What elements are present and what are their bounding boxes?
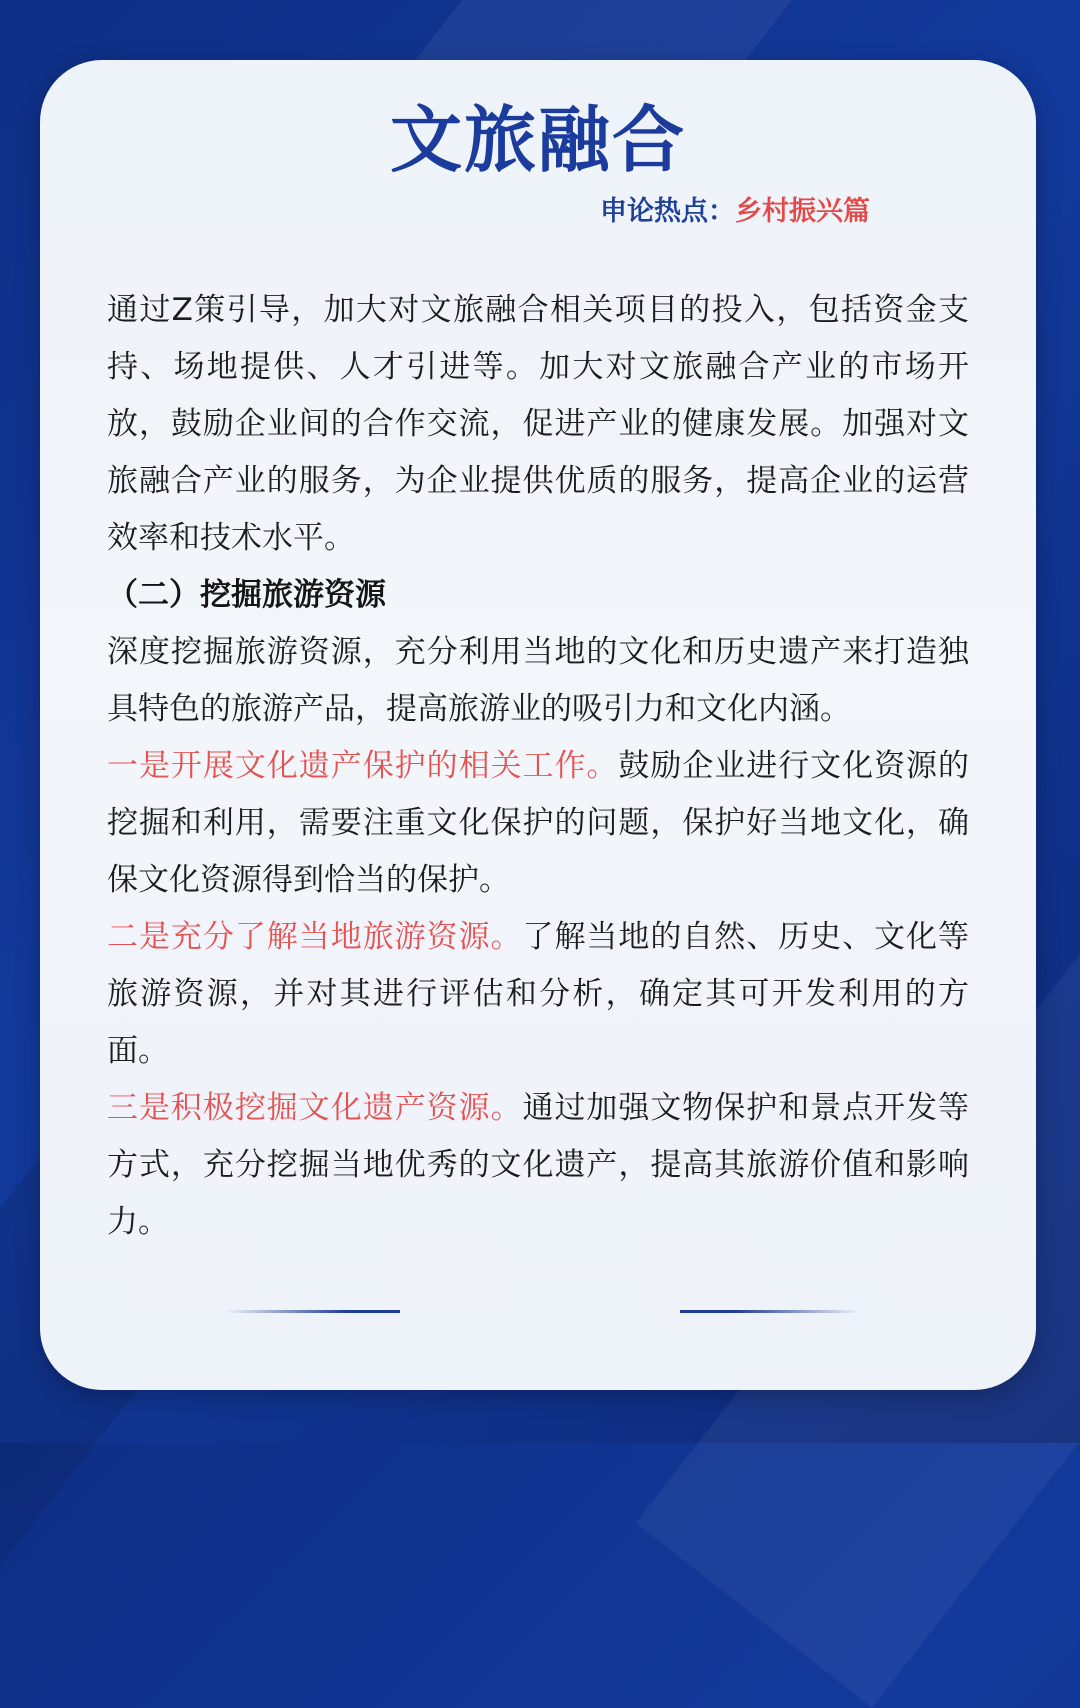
point-1-lead: 一是开展文化遗产保护的相关工作。 [107,748,619,784]
point-1-text: 鼓励企业进行文化资源的挖掘和利用，需要注重文化保护的问题，保护好当地文化，确保文化资源得到恰当的保护。 [107,748,970,898]
paragraph: 通过Z策引导，加大对文旅融合相关项目的投入，包括资金支持、场地提供、人才引进等。加大对文旅融合产业的市场开放，鼓励企业间的合作交流，促进产业的健康发展。加强对文旅融合产业的服务，为企业提供优质的服务，提高企业的运营效率和技术水平。 [107,292,969,556]
point-2 [107,909,969,1080]
point-3 [107,1080,969,1251]
point-3-text: 通过加强文物保护和景点开发等方式，充分挖掘当地优秀的文化遗产，提高其旅游价值和影响力。 [107,1090,969,1240]
content-card [40,60,1036,1390]
subtitle [600,194,870,230]
article-body [107,282,969,1251]
decorative-line-left [225,1310,400,1313]
point-1 [107,738,969,909]
point-2-lead: 二是充分了解当地旅游资源。 [107,919,523,955]
section-heading: （二）挖掘旅游资源 [107,577,386,613]
paragraph: 深度挖掘旅游资源，充分利用当地的文化和历史遗产来打造独具特色的旅游产品，提高旅游业的吸引力和文化内涵。 [107,634,969,727]
point-2-text: 了解当地的自然、历史、文化等旅游资源，并对其进行评估和分析，确定其可开发利用的方面。 [107,919,969,1069]
page-title: 文旅融合 [389,97,686,182]
subtitle-topic: 乡村振兴篇 [735,196,870,227]
decorative-line-right [680,1310,860,1313]
subtitle-label: 申论热点： [600,196,735,227]
point-3-lead: 三是积极挖掘文化遗产资源。 [107,1090,523,1126]
